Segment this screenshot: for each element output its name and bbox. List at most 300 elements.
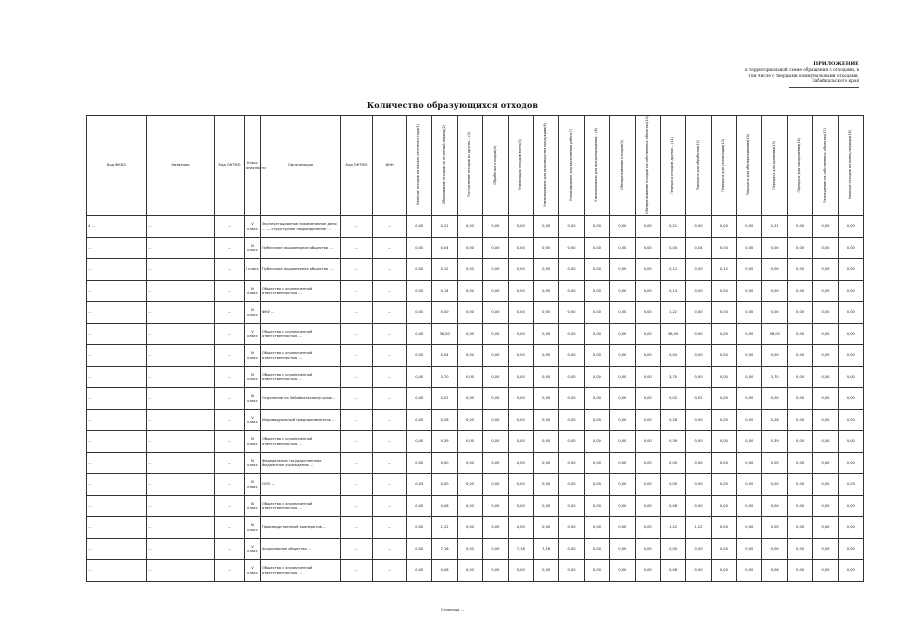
- cell-fkko: …: [215, 517, 245, 539]
- cell-class: IV класс: [245, 237, 261, 259]
- cell-value-8: 0,00: [584, 560, 609, 582]
- cell-value-13: 0,00: [711, 431, 736, 453]
- cell-oktmo: …: [341, 345, 373, 367]
- table-row: [87, 538, 864, 560]
- cell-oktmo: …: [341, 280, 373, 302]
- table-body: [87, 216, 864, 582]
- cell-value-11: 0,04: [660, 237, 685, 259]
- cell-value-12: 0,00: [686, 452, 711, 474]
- cell-value-4: 0,00: [483, 237, 508, 259]
- cell-value-4: 0,00: [483, 259, 508, 281]
- cell-value-15: 0,00: [762, 538, 787, 560]
- header-c4: Обработка отходов(4): [483, 116, 508, 216]
- cell-value-17: 0,00: [813, 280, 838, 302]
- cell-value-14: 0,00: [737, 495, 762, 517]
- header-c3: Поступление отходов из других... (3): [457, 116, 482, 216]
- cell-name: …: [147, 216, 215, 238]
- cell-value-11: 0,06: [660, 560, 685, 582]
- cell-value-12: 0,00: [686, 280, 711, 302]
- cell-value-15: 0,00: [762, 259, 787, 281]
- cell-value-1: 0,00: [407, 409, 432, 431]
- cell-value-17: 0,00: [813, 560, 838, 582]
- cell-value-9: 0,00: [610, 409, 635, 431]
- cell-value-2: 1,22: [432, 517, 457, 539]
- header-c1: Наличие отходов на начало отчетного года(1): [407, 116, 432, 216]
- cell-value-7: 0,00: [559, 560, 584, 582]
- cell-org: Общество с ограниченной ответственностью …: [261, 560, 341, 582]
- cell-value-2: 3,70: [432, 366, 457, 388]
- cell-value-15: 0,00: [762, 345, 787, 367]
- cell-oktmo: …: [341, 409, 373, 431]
- cell-value-11: 1,22: [660, 517, 685, 539]
- cell-value-17: 0,00: [813, 409, 838, 431]
- cell-value-16: 0,00: [787, 216, 812, 238]
- cell-fkko: …: [215, 495, 245, 517]
- cell-value-12: 0,00: [686, 495, 711, 517]
- cell-inn: …: [373, 366, 407, 388]
- table-row: [87, 560, 864, 582]
- cell-value-10: 0,00: [635, 302, 660, 324]
- cell-value-7: 0,00: [559, 431, 584, 453]
- cell-value-13: 0,00: [711, 495, 736, 517]
- cell-value-3: 0,00: [457, 366, 482, 388]
- cell-value-3: 0,00: [457, 452, 482, 474]
- cell-value-4: 0,00: [483, 302, 508, 324]
- cell-value-7: 0,00: [559, 452, 584, 474]
- cell-value-11: 0,21: [660, 216, 685, 238]
- header-c13: Передача для утилизации(13): [711, 116, 736, 216]
- cell-value-13: 0,00: [711, 452, 736, 474]
- cell-value-3: 0,00: [457, 388, 482, 410]
- cell-value-7: 0,00: [559, 409, 584, 431]
- cell-value-16: 0,00: [787, 452, 812, 474]
- cell-class: IV класс: [245, 431, 261, 453]
- cell-inn: …: [373, 323, 407, 345]
- cell-value-2: 0,06: [432, 495, 457, 517]
- waste-table: [86, 115, 864, 582]
- cell-value-9: 0,00: [610, 560, 635, 582]
- cell-value-8: 0,00: [584, 237, 609, 259]
- cell-value-13: 0,00: [711, 560, 736, 582]
- cell-value-10: 0,00: [635, 495, 660, 517]
- cell-value-14: 0,00: [737, 237, 762, 259]
- cell-value-8: 0,00: [584, 517, 609, 539]
- cell-value-2: 7,16: [432, 538, 457, 560]
- table-row: [87, 517, 864, 539]
- cell-org: Общество с ограниченной ответственностью …: [261, 495, 341, 517]
- cell-value-12: 0,00: [686, 345, 711, 367]
- cell-value-1: 0,00: [407, 259, 432, 281]
- cell-oktmo: …: [341, 388, 373, 410]
- cell-class: III класс: [245, 495, 261, 517]
- cell-fkko: …: [215, 560, 245, 582]
- cell-value-18: 0,00: [838, 560, 863, 582]
- appendix-heading: ПРИЛОЖЕНИЕ: [813, 61, 859, 67]
- cell-value-5: 0,00: [508, 345, 533, 367]
- document-title: Количество образующихся отходов: [366, 100, 539, 110]
- cell-code: …: [87, 237, 147, 259]
- cell-inn: …: [373, 495, 407, 517]
- cell-value-15: 0,00: [762, 452, 787, 474]
- cell-value-5: 0,00: [508, 259, 533, 281]
- cell-value-13: 0,00: [711, 323, 736, 345]
- cell-value-15: 3,70: [762, 366, 787, 388]
- cell-value-14: 0,00: [737, 474, 762, 496]
- cell-value-10: 0,00: [635, 259, 660, 281]
- cell-value-9: 0,00: [610, 237, 635, 259]
- cell-value-17: 0,00: [813, 517, 838, 539]
- cell-value-10: 0,00: [635, 452, 660, 474]
- cell-value-1: 0,00: [407, 452, 432, 474]
- header-inn: ИНН: [373, 116, 407, 216]
- header-name: Название: [147, 116, 215, 216]
- cell-org: Федеральное государственное бюджетное учреждение …: [261, 452, 341, 474]
- cell-oktmo: …: [341, 302, 373, 324]
- cell-value-13: 0,00: [711, 388, 736, 410]
- cell-value-15: 0,21: [762, 216, 787, 238]
- cell-class: V класс: [245, 409, 261, 431]
- cell-value-5: 0,00: [508, 323, 533, 345]
- cell-value-3: 0,00: [457, 237, 482, 259]
- table-row: [87, 237, 864, 259]
- cell-value-12: 0,00: [686, 366, 711, 388]
- cell-value-15: 0,00: [762, 302, 787, 324]
- cell-value-2: 0,00: [432, 302, 457, 324]
- cell-value-17: 0,00: [813, 302, 838, 324]
- cell-value-6: 0,00: [533, 517, 558, 539]
- cell-name: …: [147, 237, 215, 259]
- cell-value-8: 0,00: [584, 388, 609, 410]
- header-c5: Утилизация отходов всего(5): [508, 116, 533, 216]
- cell-value-2: 0,02: [432, 388, 457, 410]
- cell-value-17: 0,00: [813, 388, 838, 410]
- table-row: [87, 452, 864, 474]
- table-row: [87, 474, 864, 496]
- cell-value-8: 0,00: [584, 280, 609, 302]
- cell-class: V класс: [245, 538, 261, 560]
- header-c11: Передача отходов другим... (11): [660, 116, 685, 216]
- cell-inn: …: [373, 431, 407, 453]
- cell-value-5: 0,00: [508, 409, 533, 431]
- cell-value-9: 0,00: [610, 474, 635, 496]
- cell-inn: …: [373, 345, 407, 367]
- cell-org: Индивидуальный предприниматель …: [261, 409, 341, 431]
- cell-value-8: 0,00: [584, 495, 609, 517]
- cell-class: IV класс: [245, 474, 261, 496]
- cell-value-3: 0,00: [457, 216, 482, 238]
- cell-value-1: 0,00: [407, 323, 432, 345]
- cell-value-18: 0,00: [838, 259, 863, 281]
- cell-name: …: [147, 517, 215, 539]
- cell-value-18: 0,00: [838, 538, 863, 560]
- cell-value-15: 38,00: [762, 323, 787, 345]
- cell-value-7: 0,00: [559, 323, 584, 345]
- cell-value-15: 0,00: [762, 495, 787, 517]
- header-c10: Обезвреживание отходов на собственных объектах(10): [635, 116, 660, 216]
- table-row: [87, 323, 864, 345]
- cell-value-14: 0,00: [737, 431, 762, 453]
- cell-value-14: 0,00: [737, 323, 762, 345]
- cell-value-12: 0,00: [686, 302, 711, 324]
- cell-fkko: …: [215, 474, 245, 496]
- cell-value-10: 0,00: [635, 237, 660, 259]
- cell-value-11: 1,22: [660, 302, 685, 324]
- cell-value-12: 1,22: [686, 517, 711, 539]
- cell-oktmo: …: [341, 452, 373, 474]
- cell-value-5: 0,00: [508, 216, 533, 238]
- page-footer: Страница …: [440, 608, 465, 612]
- table-row: [87, 302, 864, 324]
- cell-value-6: 0,00: [533, 452, 558, 474]
- cell-value-7: 0,00: [559, 237, 584, 259]
- cell-value-18: 0,00: [838, 495, 863, 517]
- cell-value-4: 0,00: [483, 409, 508, 431]
- cell-value-7: 0,00: [559, 302, 584, 324]
- cell-code: …: [87, 495, 147, 517]
- cell-value-8: 0,00: [584, 259, 609, 281]
- cell-name: …: [147, 452, 215, 474]
- cell-oktmo: …: [341, 366, 373, 388]
- cell-value-14: 0,00: [737, 366, 762, 388]
- cell-value-7: 0,00: [559, 495, 584, 517]
- cell-value-9: 0,00: [610, 345, 635, 367]
- cell-value-16: 0,00: [787, 237, 812, 259]
- cell-value-1: 0,00: [407, 517, 432, 539]
- cell-value-2: 0,14: [432, 280, 457, 302]
- cell-value-6: 0,00: [533, 495, 558, 517]
- cell-value-10: 0,00: [635, 366, 660, 388]
- cell-value-2: 0,00: [432, 452, 457, 474]
- cell-value-6: 0,00: [533, 345, 558, 367]
- cell-fkko: …: [215, 259, 245, 281]
- cell-inn: …: [373, 216, 407, 238]
- cell-org: Общество с ограниченной ответственностью …: [261, 280, 341, 302]
- cell-value-4: 0,00: [483, 216, 508, 238]
- cell-code: …: [87, 366, 147, 388]
- cell-value-12: 0,02: [686, 388, 711, 410]
- cell-value-17: 0,00: [813, 323, 838, 345]
- cell-org: Общество с ограниченной ответственностью …: [261, 431, 341, 453]
- cell-org: Публичное акционерное общество …: [261, 237, 341, 259]
- table-row: [87, 431, 864, 453]
- header-class: Класс опасности: [245, 116, 261, 216]
- cell-value-6: 0,00: [533, 323, 558, 345]
- cell-value-14: 0,00: [737, 538, 762, 560]
- cell-inn: …: [373, 237, 407, 259]
- cell-value-8: 0,00: [584, 323, 609, 345]
- cell-value-16: 0,00: [787, 345, 812, 367]
- cell-code: 4 …: [87, 216, 147, 238]
- cell-value-4: 0,00: [483, 495, 508, 517]
- cell-value-14: 0,00: [737, 216, 762, 238]
- cell-value-16: 0,00: [787, 560, 812, 582]
- cell-value-9: 0,00: [610, 259, 635, 281]
- cell-value-9: 0,00: [610, 452, 635, 474]
- cell-value-12: 0,00: [686, 323, 711, 345]
- cell-oktmo: …: [341, 538, 373, 560]
- cell-value-15: 0,00: [762, 474, 787, 496]
- cell-value-12: 0,00: [686, 409, 711, 431]
- cell-inn: …: [373, 302, 407, 324]
- cell-value-11: 0,00: [660, 474, 685, 496]
- cell-oktmo: …: [341, 474, 373, 496]
- cell-value-6: 0,00: [533, 474, 558, 496]
- cell-value-12: 0,00: [686, 538, 711, 560]
- cell-code: …: [87, 302, 147, 324]
- cell-value-7: 0,00: [559, 259, 584, 281]
- cell-fkko: …: [215, 216, 245, 238]
- cell-oktmo: …: [341, 323, 373, 345]
- cell-value-6: 0,00: [533, 216, 558, 238]
- cell-class: IV класс: [245, 345, 261, 367]
- cell-value-15: 0,00: [762, 388, 787, 410]
- cell-value-6: 0,00: [533, 280, 558, 302]
- cell-fkko: …: [215, 302, 245, 324]
- cell-value-16: 0,00: [787, 517, 812, 539]
- cell-value-15: 0,00: [762, 237, 787, 259]
- cell-value-2: 0,28: [432, 409, 457, 431]
- cell-value-7: 0,00: [559, 538, 584, 560]
- cell-value-8: 0,00: [584, 409, 609, 431]
- cell-value-13: 0,00: [711, 474, 736, 496]
- cell-value-10: 0,00: [635, 280, 660, 302]
- cell-value-12: 0,00: [686, 431, 711, 453]
- cell-value-10: 0,00: [635, 517, 660, 539]
- cell-fkko: …: [215, 366, 245, 388]
- cell-value-11: 0,28: [660, 409, 685, 431]
- cell-value-11: 0,39: [660, 431, 685, 453]
- cell-name: …: [147, 388, 215, 410]
- cell-code: …: [87, 431, 147, 453]
- cell-value-4: 0,00: [483, 452, 508, 474]
- cell-value-10: 0,00: [635, 538, 660, 560]
- cell-value-8: 0,00: [584, 538, 609, 560]
- cell-value-13: 0,00: [711, 237, 736, 259]
- table-row: [87, 280, 864, 302]
- cell-value-6: 0,00: [533, 560, 558, 582]
- cell-inn: …: [373, 388, 407, 410]
- cell-value-14: 0,00: [737, 517, 762, 539]
- cell-name: …: [147, 431, 215, 453]
- cell-value-13: 0,00: [711, 538, 736, 560]
- cell-value-10: 0,00: [635, 474, 660, 496]
- header-oktmo: Код ОКТМО: [341, 116, 373, 216]
- cell-value-5: 0,00: [508, 237, 533, 259]
- cell-value-2: 38,00: [432, 323, 457, 345]
- cell-value-6: 7,16: [533, 538, 558, 560]
- cell-value-15: 0,00: [762, 517, 787, 539]
- cell-inn: …: [373, 560, 407, 582]
- cell-value-2: 0,04: [432, 237, 457, 259]
- cell-value-1: 0,00: [407, 345, 432, 367]
- cell-value-2: 0,06: [432, 560, 457, 582]
- cell-fkko: …: [215, 538, 245, 560]
- cell-value-10: 0,00: [635, 345, 660, 367]
- cell-value-5: 0,00: [508, 366, 533, 388]
- cell-name: …: [147, 366, 215, 388]
- cell-value-14: 0,00: [737, 409, 762, 431]
- cell-value-8: 0,00: [584, 366, 609, 388]
- cell-name: …: [147, 560, 215, 582]
- cell-value-16: 0,00: [787, 323, 812, 345]
- cell-value-5: 7,16: [508, 538, 533, 560]
- cell-value-5: 0,00: [508, 495, 533, 517]
- cell-name: …: [147, 302, 215, 324]
- cell-value-1: 0,00: [407, 560, 432, 582]
- cell-value-4: 0,00: [483, 431, 508, 453]
- cell-name: …: [147, 538, 215, 560]
- cell-value-18: 0,00: [838, 216, 863, 238]
- cell-code: …: [87, 474, 147, 496]
- cell-name: …: [147, 495, 215, 517]
- cell-value-17: 0,00: [813, 452, 838, 474]
- cell-class: III класс: [245, 388, 261, 410]
- cell-value-3: 0,00: [457, 474, 482, 496]
- cell-org: ООО …: [261, 474, 341, 496]
- cell-name: …: [147, 323, 215, 345]
- cell-value-6: 0,00: [533, 259, 558, 281]
- cell-value-6: 0,00: [533, 366, 558, 388]
- cell-value-18: 0,00: [838, 345, 863, 367]
- cell-class: V класс: [245, 323, 261, 345]
- cell-code: …: [87, 323, 147, 345]
- appendix-block: [659, 62, 859, 88]
- appendix-line-1: к территориальной схеме обращения с отходами, в: [744, 67, 859, 73]
- cell-value-14: 0,00: [737, 345, 762, 367]
- cell-name: …: [147, 474, 215, 496]
- cell-oktmo: …: [341, 259, 373, 281]
- cell-value-9: 0,00: [610, 366, 635, 388]
- cell-value-7: 0,00: [559, 345, 584, 367]
- cell-value-10: 0,00: [635, 388, 660, 410]
- cell-value-11: 0,12: [660, 259, 685, 281]
- cell-value-18: 0,00: [838, 323, 863, 345]
- cell-value-3: 0,00: [457, 431, 482, 453]
- cell-value-13: 0,00: [711, 345, 736, 367]
- cell-fkko: …: [215, 345, 245, 367]
- cell-value-4: 0,00: [483, 474, 508, 496]
- cell-value-18: 0,00: [838, 302, 863, 324]
- cell-value-5: 0,00: [508, 302, 533, 324]
- cell-value-17: 0,00: [813, 366, 838, 388]
- cell-code: …: [87, 259, 147, 281]
- cell-fkko: …: [215, 452, 245, 474]
- table-row: [87, 388, 864, 410]
- cell-value-8: 0,00: [584, 345, 609, 367]
- cell-value-14: 0,00: [737, 560, 762, 582]
- header-c2: Образование отходов за отчетный период(2): [432, 116, 457, 216]
- cell-oktmo: …: [341, 517, 373, 539]
- cell-value-3: 0,00: [457, 302, 482, 324]
- cell-code: …: [87, 517, 147, 539]
- cell-value-14: 0,00: [737, 280, 762, 302]
- cell-oktmo: …: [341, 237, 373, 259]
- cell-value-6: 0,00: [533, 388, 558, 410]
- table-row: [87, 495, 864, 517]
- cell-inn: …: [373, 538, 407, 560]
- cell-value-4: 0,00: [483, 517, 508, 539]
- cell-value-11: 0,00: [660, 452, 685, 474]
- cell-org: Производственный кооператив …: [261, 517, 341, 539]
- cell-org: Отделение по Забайкальскому краю …: [261, 388, 341, 410]
- cell-value-6: 0,00: [533, 302, 558, 324]
- cell-value-13: 0,00: [711, 517, 736, 539]
- cell-value-16: 0,00: [787, 495, 812, 517]
- cell-value-16: 0,00: [787, 366, 812, 388]
- cell-value-14: 0,00: [737, 259, 762, 281]
- cell-value-12: 0,00: [686, 560, 711, 582]
- cell-value-17: 0,00: [813, 345, 838, 367]
